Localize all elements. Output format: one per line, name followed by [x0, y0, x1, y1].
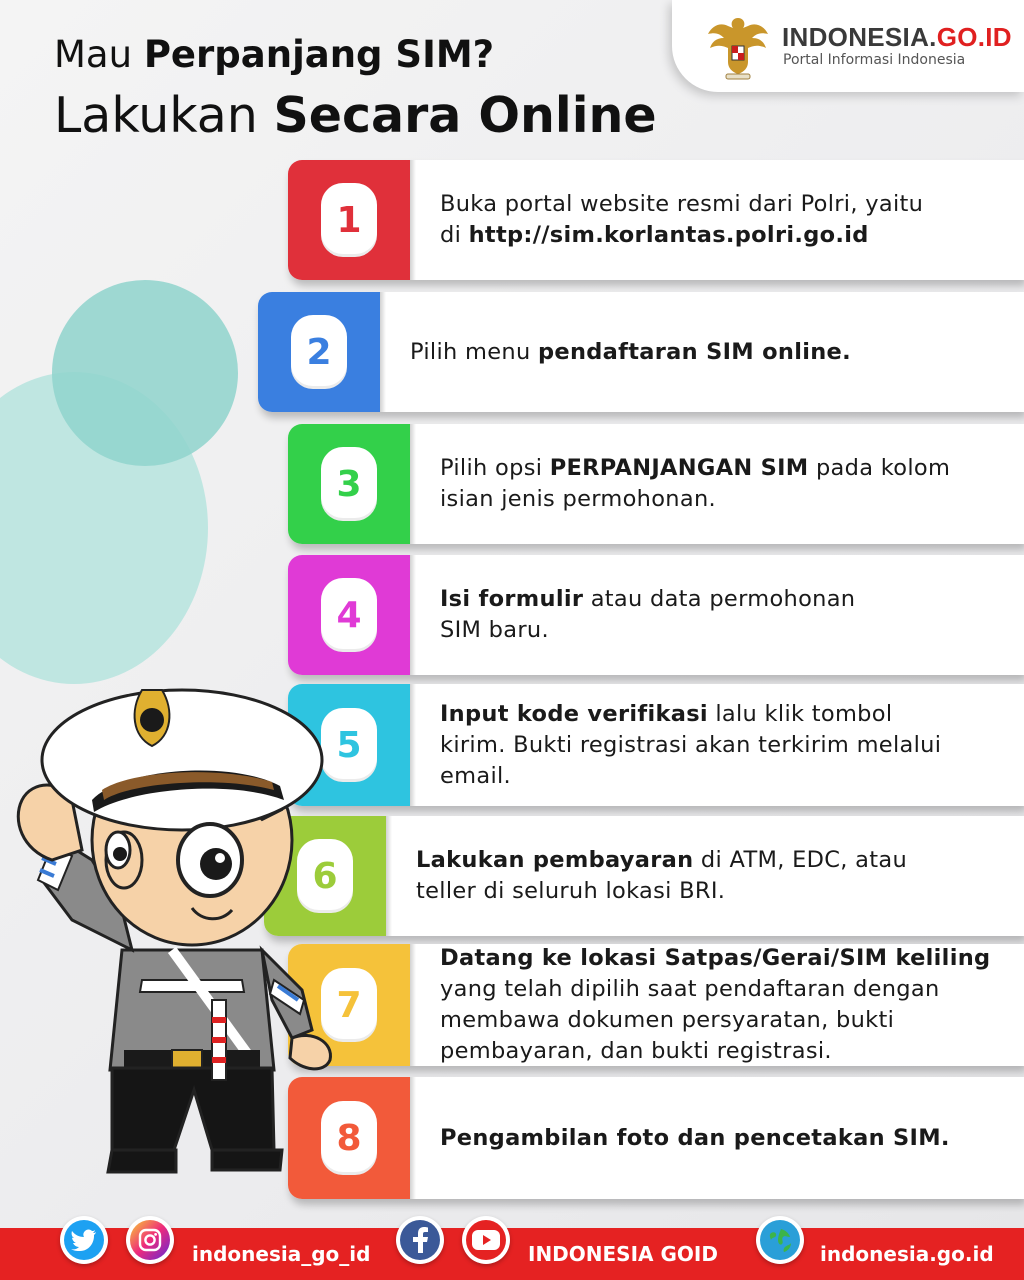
- step-number-badge: [258, 292, 380, 412]
- step-card-6: [264, 816, 1024, 936]
- instagram-icon: [138, 1228, 162, 1252]
- youtube-icon: [472, 1230, 500, 1250]
- step-number: 8: [321, 1101, 377, 1175]
- step-card-8: [288, 1077, 1024, 1199]
- step-number: 7: [321, 968, 377, 1042]
- step-text-plain: Pilih menu: [410, 338, 538, 365]
- step-number: 3: [321, 447, 377, 521]
- twitter-button[interactable]: [60, 1216, 108, 1264]
- step-description: [410, 424, 1024, 544]
- step-card-4: [288, 555, 1024, 675]
- step-description: [410, 684, 1024, 806]
- globe-icon: [765, 1225, 795, 1255]
- youtube-button[interactable]: [462, 1216, 510, 1264]
- step-text-bold: pendaftaran SIM online.: [537, 338, 851, 365]
- step-text-plain-after: atau data permohonan SIM baru.: [440, 586, 856, 643]
- step-text-bold: Input kode verifikasi: [440, 700, 708, 727]
- brand-name: [782, 22, 1012, 53]
- brand-badge[interactable]: [672, 0, 1024, 92]
- step-number-badge: [288, 160, 410, 280]
- police-mascot-icon: [12, 650, 342, 1210]
- step-card-3: [288, 424, 1024, 544]
- title-line-2-bold: Secara Online: [273, 87, 657, 144]
- footer-youtube-channel[interactable]: INDONESIA GOID: [528, 1242, 718, 1266]
- step-description: [410, 944, 1024, 1066]
- step-card-7: [288, 944, 1024, 1066]
- brand-name-main: INDONESIA.: [782, 22, 937, 52]
- footer-bar: [0, 1228, 1024, 1280]
- step-number: 1: [321, 183, 377, 257]
- step-card-2: [258, 292, 1024, 412]
- footer-website[interactable]: indonesia.go.id: [820, 1242, 994, 1266]
- step-number: 2: [291, 315, 347, 389]
- step-description: [410, 160, 1024, 280]
- step-text-bold: PERPANJANGAN SIM: [549, 455, 809, 481]
- step-text-bold: Isi formulir: [440, 586, 584, 612]
- step-text-plain-after: yang telah dipilih saat pendaftaran dengan membawa dokumen persyaratan, bukti pembayaran, dan bukti registrasi.: [440, 976, 940, 1064]
- step-card-1: [288, 160, 1024, 280]
- title-line-1-plain: Mau: [54, 33, 144, 76]
- garuda-logo-icon: [706, 12, 770, 80]
- step-text-bold: Pengambilan foto dan pencetakan SIM.: [440, 1124, 950, 1151]
- facebook-button[interactable]: [396, 1216, 444, 1264]
- step-text-plain-after: lalu klik tombol kirim. Bukti registrasi akan terkirim melalui email.: [440, 700, 942, 789]
- twitter-icon: [71, 1229, 97, 1251]
- facebook-icon: [411, 1227, 429, 1253]
- decor-bubble-small: [52, 280, 238, 466]
- title-line-2: [54, 84, 657, 148]
- footer-social-handle[interactable]: indonesia_go_id: [192, 1242, 371, 1266]
- step-description: [410, 555, 1024, 675]
- step-card-5: [288, 684, 1024, 806]
- step-description: [410, 1077, 1024, 1199]
- step-description: [386, 816, 1024, 936]
- step-number: 5: [321, 708, 377, 782]
- step-text-plain-after: di ATM, EDC, atau teller di seluruh lokasi BRI.: [416, 847, 908, 904]
- step-text-plain: Buka portal website resmi dari Polri, yaitu di: [440, 191, 924, 248]
- title-line-2-plain: Lakukan: [54, 87, 274, 144]
- brand-name-accent: GO.ID: [936, 22, 1012, 52]
- title-line-1: [54, 30, 657, 80]
- step-number-badge: [288, 424, 410, 544]
- page-title: [54, 30, 657, 148]
- step-description: [380, 292, 1024, 412]
- step-text-plain: Pilih opsi: [440, 455, 550, 481]
- step-text-plain-after: pada kolom isian jenis permohonan.: [440, 455, 951, 512]
- step-number: 6: [297, 839, 353, 913]
- step-text-bold: Datang ke lokasi Satpas/Gerai/SIM keliling: [440, 945, 991, 971]
- step-text-bold: Lakukan pembayaran: [416, 847, 694, 873]
- brand-tagline: Portal Informasi Indonesia: [783, 52, 966, 68]
- website-button[interactable]: [756, 1216, 804, 1264]
- step-number: 4: [321, 578, 377, 652]
- title-line-1-bold: Perpanjang SIM?: [143, 33, 495, 76]
- instagram-button[interactable]: [126, 1216, 174, 1264]
- step-text-bold: http://sim.korlantas.polri.go.id: [468, 222, 869, 248]
